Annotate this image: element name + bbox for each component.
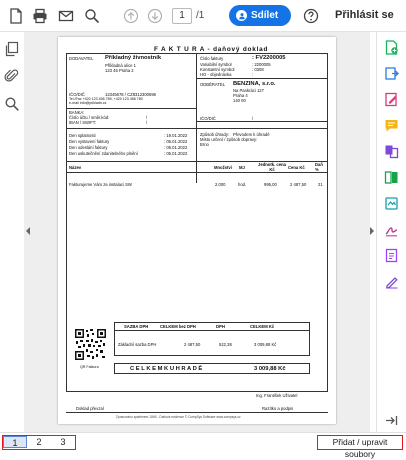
vat-col-total: CELKEM Kč	[250, 324, 275, 329]
print-icon[interactable]	[30, 6, 50, 26]
place-value: Brno	[200, 142, 209, 147]
date-label: Den odeslání faktury	[69, 145, 108, 150]
col-name: Název	[69, 165, 82, 170]
account-value: /	[146, 115, 148, 120]
account-label: Číslo účtu / směr.kód:	[69, 115, 110, 120]
enhance-scan-icon[interactable]	[384, 196, 399, 211]
footer-divider	[66, 412, 328, 413]
person-icon	[236, 10, 247, 21]
vat-col-rate: SAZBA DPH	[124, 324, 149, 329]
search-icon[interactable]	[4, 96, 20, 112]
supplier-email: e-mail info@prikladn.cz	[69, 101, 107, 105]
iban-value: /	[146, 120, 148, 125]
issuer-name: Ing. František Uživatel	[256, 393, 298, 398]
col-vat: Daň %	[315, 162, 323, 173]
qr-code	[74, 328, 107, 361]
customer-ico-value: /	[252, 116, 254, 121]
payment-label: Způsob úhrady:	[200, 132, 230, 137]
invoice-page	[58, 37, 336, 424]
vat-col-base: CELKEM bez DPH	[160, 324, 196, 329]
ks-value: : 0308	[252, 67, 264, 72]
edit-pdf-icon[interactable]	[384, 92, 399, 107]
bottom-bar	[0, 432, 406, 459]
supplier-street: Příkladná ulice 1	[105, 63, 136, 68]
customer-city: Praha 4	[233, 93, 248, 98]
protect-icon[interactable]	[384, 248, 399, 263]
items-top-rule	[66, 161, 328, 162]
item-name: Fakturujeme Vám za instalaci SW	[69, 182, 132, 187]
customer-ico-label: IČO/DIČ	[200, 116, 216, 121]
help-icon[interactable]	[301, 6, 321, 26]
item-qty: 2,000	[215, 182, 226, 187]
customer-zip: 140 00	[233, 98, 246, 103]
right-rail	[376, 32, 406, 432]
qr-caption: QR Faktura	[80, 365, 99, 369]
footer-text: Zpracováno systémem JUMI - Daňová evidence © CompSys Software www.compsys.cz	[116, 415, 241, 419]
vat-col-vat: DPH	[216, 324, 225, 329]
mail-icon[interactable]	[56, 6, 76, 26]
vs-value: : 2200005	[252, 62, 271, 67]
supplier-ico-value: 12345678 / CZ8312300696	[105, 92, 156, 97]
date-label: Den vystavení faktury	[69, 139, 110, 144]
vat-row-label: Základní sazba DPH	[118, 342, 157, 347]
date-value: : 05.01.2022	[164, 151, 188, 156]
export-pdf-icon[interactable]	[384, 66, 399, 81]
page-tab-1[interactable]: 1	[3, 436, 27, 448]
supplier-ico-label: IČO/DIČ	[69, 92, 85, 97]
request-signature-icon[interactable]	[384, 274, 399, 289]
ks-label: Konstantní symbol	[200, 67, 235, 72]
item-price: 995,00	[264, 182, 277, 187]
share-label: Sdílet	[251, 10, 279, 21]
combine-files-icon[interactable]	[384, 144, 399, 159]
item-total: 2 487,50	[290, 182, 307, 187]
date-value: : 05.01.2022	[164, 139, 188, 144]
dates-divider	[66, 128, 328, 129]
invoice-number-label: Číslo faktury	[200, 56, 224, 61]
collapse-right-icon[interactable]	[369, 226, 375, 236]
share-button[interactable]	[229, 5, 291, 26]
grand-total-value: 3 009,88 Kč	[254, 366, 286, 372]
supplier-label: DODAVATEL	[69, 56, 94, 61]
col-qty: Množství	[214, 165, 232, 170]
page-down-icon[interactable]	[145, 6, 165, 26]
signin-link[interactable]: Přihlásit se	[335, 9, 394, 21]
customer-street: Na Pankráci 127	[233, 88, 264, 93]
item-unit: hod.	[238, 182, 247, 187]
payment-value: Převodem k úhradě	[233, 132, 270, 137]
bank-label: BANKA:	[69, 110, 85, 115]
date-value: : 19.01.2022	[164, 133, 188, 138]
stamp-label: Razítko a podpis	[262, 406, 294, 411]
organize-pages-icon[interactable]	[384, 170, 399, 185]
comment-icon[interactable]	[384, 118, 399, 133]
bank-divider	[66, 108, 196, 109]
page-tab-3[interactable]: 3	[60, 437, 66, 447]
customer-name: BENZINA, s.r.o.	[233, 81, 276, 87]
collapse-panel-icon[interactable]	[384, 413, 399, 428]
page-tabs	[2, 435, 76, 450]
items-header-rule	[66, 172, 328, 173]
vat-header-rule	[114, 330, 310, 331]
vat-row-vat: 522,38	[219, 342, 232, 347]
date-value: : 05.01.2022	[164, 145, 188, 150]
home-icon[interactable]	[6, 6, 26, 26]
add-edit-files-button[interactable]: Přidat / upravit soubory	[317, 435, 403, 450]
collapse-left-icon[interactable]	[25, 226, 31, 236]
col-price: Jednotk. cena Kč	[258, 162, 286, 173]
received-label: Doklad převzal	[76, 406, 104, 411]
page-number-input[interactable]: 1	[172, 8, 192, 24]
zoom-icon[interactable]	[82, 6, 102, 26]
top-toolbar	[0, 0, 406, 32]
page-total: /1	[196, 10, 205, 21]
grand-total-label: C E L K E M K U H R A D Ě	[130, 366, 203, 372]
customer-label: ODBĚRATEL	[200, 82, 226, 87]
order-label: HO - objednávka	[200, 72, 232, 77]
date-label: Den splatnosti	[69, 133, 96, 138]
vs-label: Variabilní symbol	[200, 62, 232, 67]
invoice-title: F A K T U R A - daňový doklad	[154, 46, 269, 53]
place-label: Místo určení / způsob dopravy:	[200, 137, 258, 142]
col-unit: MJ	[239, 165, 245, 170]
page-up-icon[interactable]	[121, 6, 141, 26]
attachment-icon[interactable]	[4, 68, 20, 84]
item-vat: 21	[318, 182, 323, 187]
supplier-phone: Tel./Fax +420 123 456 789, +420 123 456 780	[69, 97, 143, 101]
create-pdf-icon[interactable]	[384, 40, 399, 55]
supplier-name: Příkladný živnostník	[105, 55, 162, 61]
page-thumbnails-icon[interactable]	[4, 41, 20, 57]
col-total: Cena Kč	[288, 165, 305, 170]
left-rail	[0, 32, 24, 432]
date-label: Den uskutečnění zdanitelného plnění	[69, 151, 138, 156]
iban-label: IBAN / SWIFT:	[69, 120, 96, 125]
invoice-number: : FV2200005	[252, 55, 286, 61]
vat-row-base: 2 487,50	[184, 342, 201, 347]
fill-sign-icon[interactable]	[384, 222, 399, 237]
page-tab-2[interactable]: 2	[36, 437, 42, 447]
supplier-city: 123 45 Praha 2	[105, 68, 134, 73]
vat-row-total: 3 009,88 Kč	[254, 342, 277, 347]
order-value: :	[252, 72, 254, 77]
